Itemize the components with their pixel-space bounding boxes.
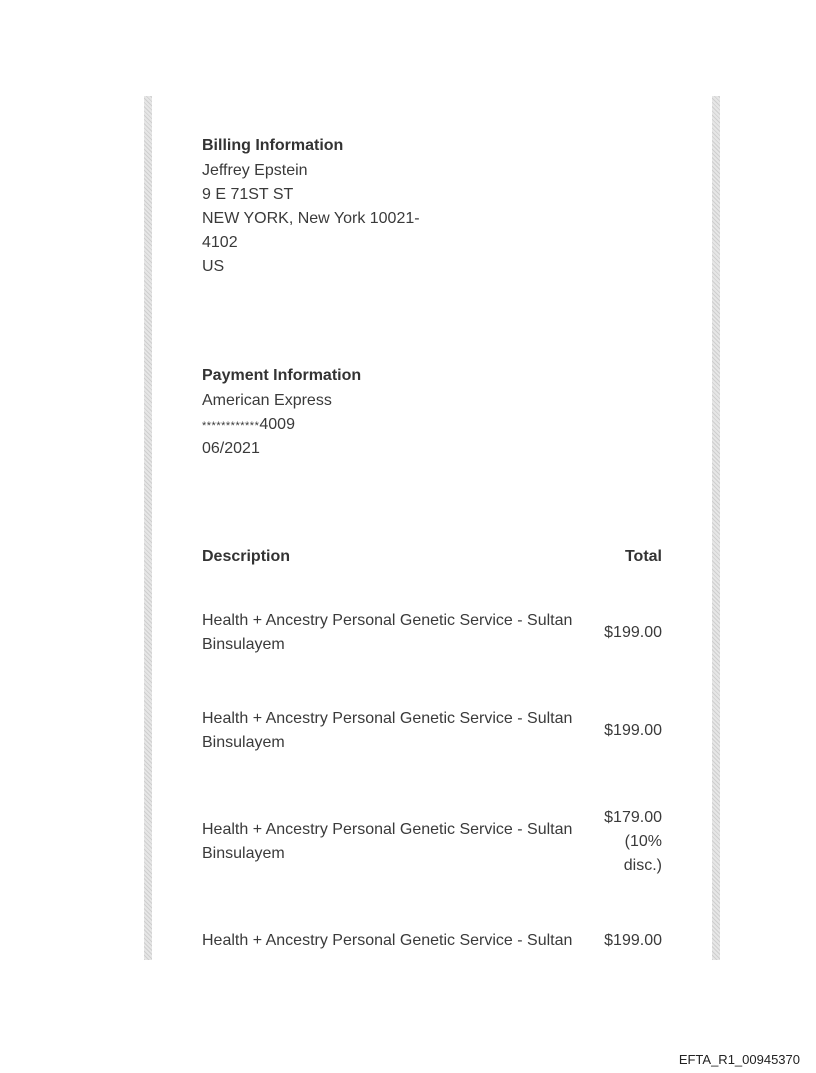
row-description [202,818,587,866]
billing-name: Jeffrey Epstein [202,162,308,179]
row-total: $199.00 [604,932,662,949]
document-id: EFTA_R1_00945370 [678,1052,800,1067]
column-header-description: Description [202,548,291,565]
row-description-line2: Binsulayem [202,636,285,653]
payment-card-number [202,413,295,438]
row-description [202,707,587,755]
row-total-amount: $179.00 [604,809,662,826]
billing-country: US [202,258,225,275]
payment-expiry: 06/2021 [202,440,260,457]
row-description [202,929,587,953]
column-header-total: Total [624,548,662,565]
row-total: $199.00 [604,624,662,641]
row-discount-label: disc.) [623,857,662,874]
row-description-line2: Binsulayem [202,845,285,862]
right-border-rail [712,96,720,960]
row-description-line1: Health + Ancestry Personal Genetic Service - Sultan [202,710,573,727]
left-border-rail [144,96,152,960]
card-last4: 4009 [259,416,295,433]
billing-zip-ext: 4102 [202,234,238,251]
row-description-line2: Binsulayem [202,734,285,751]
row-description-line1: Health + Ancestry Personal Genetic Service - Sultan [202,612,573,629]
card-mask: ************ [202,420,260,432]
billing-heading: Billing Information [202,137,344,154]
payment-heading: Payment Information [202,367,362,384]
billing-city-line: NEW YORK, New York 10021- [202,210,420,227]
row-total-discounted [604,806,662,878]
payment-card-type: American Express [202,392,332,409]
row-description [202,609,587,657]
row-description-line1: Health + Ancestry Personal Genetic Service - Sultan [202,821,573,838]
row-total: $199.00 [604,722,662,739]
row-description-line1: Health + Ancestry Personal Genetic Service - Sultan [202,932,573,949]
row-discount-percent: (10% [624,833,662,850]
billing-street: 9 E 71ST ST [202,186,294,203]
